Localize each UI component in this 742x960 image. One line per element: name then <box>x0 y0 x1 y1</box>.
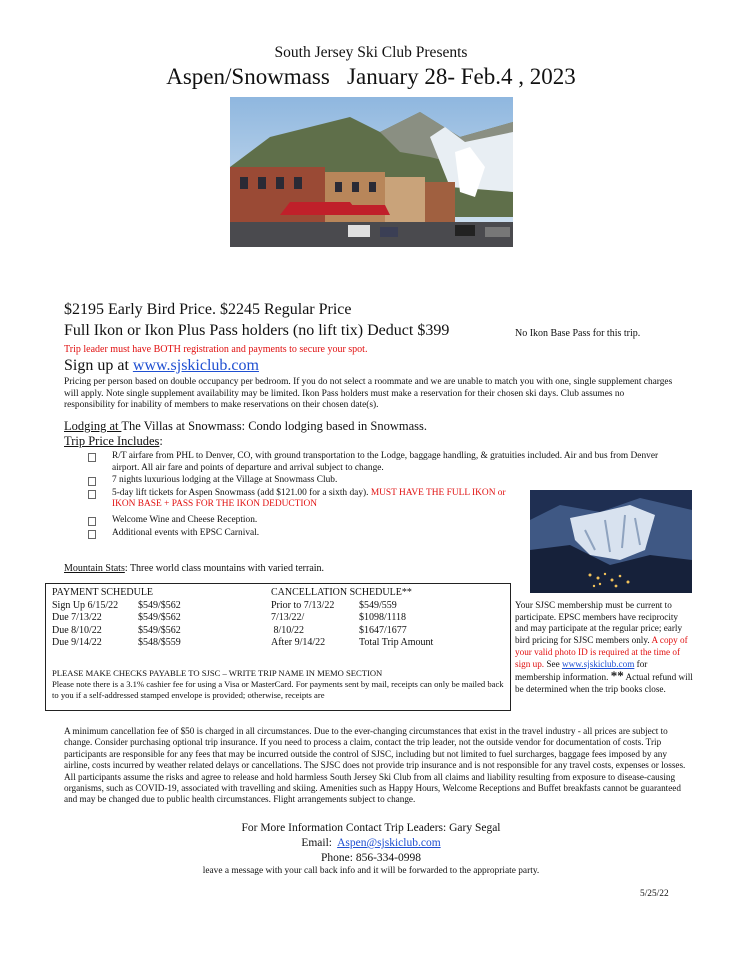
membership-note: Your SJSC membership must be current to participate. EPSC members have reciprocity and may participate at the regular price; early bird pricing for SJSC members only. A copy of your valid photo ID is required at the time of sign up. See www.sjskiclub.com for membership information. ** Actual refund will be determined when the trip books close. <box>515 600 693 694</box>
membership-link[interactable]: www.sjskiclub.com <box>561 658 635 669</box>
checkbox-icon <box>88 517 96 526</box>
contact-line: For More Information Contact Trip Leaders: Gary Segal <box>241 822 501 834</box>
list-item: R/T airfare from PHL to Denver, CO, with ground transportation to the Lodge, baggage handling, & gratuities included. Air and bus from Denver airport. All air fare and points of departure and arrival subject to change. <box>84 451 676 474</box>
table-row: Due 7/13/22 $549/$562 <box>52 612 181 624</box>
lodging-line <box>64 419 427 434</box>
snowmass-night-photo <box>530 490 692 593</box>
contact-phone: Phone: 856-334-0998 <box>321 852 421 864</box>
presents-line: South Jersey Ski Club Presents <box>274 44 468 61</box>
signup-label: Sign up at <box>64 357 133 374</box>
table-row: Due 9/14/22 $548/$559 <box>52 637 181 649</box>
checkbox-icon <box>88 453 96 462</box>
disclaimer: A minimum cancellation fee of $50 is charged in all circumstances. Due to the ever-changing circumstances that exist in the travel industry - all prices are subject to change. Consider purchasing optional trip insurance. If you need to process a claim, contact the trip leader, not the outside vendor for documentation of costs. Trip participants are responsible for any fees that may be incurred outside the control of SJSC, including but not limited to fuel surcharges, baggage fees imposed by any airline, costs incurred by weather related delays or cancellations. The SJSC does not provide trip insurance and is not responsible for any travel costs, expenses or losses. All participants assume the risks and agree to release and hold harmless South Jersey Ski Club from all claims and liability resulting from exposure to disease-causing organisms, such as COVID-19, associated with travelling and skiing. Amenities such as Happy Hours, Welcome Receptions and Buffet breakfasts cannot be guaranteed and may be changed due to public health circumstances. Flight arrangements subject to change. <box>64 726 686 805</box>
email-link[interactable]: Aspen@sjskiclub.com <box>337 837 441 849</box>
payment-title: PAYMENT SCHEDULE <box>52 587 154 598</box>
document-date: 5/25/22 <box>640 889 669 899</box>
checkbox-icon <box>88 530 96 539</box>
signup-link[interactable]: www.sjskiclub.com <box>132 357 259 374</box>
table-row: 8/10/22 $1647/1677 <box>271 624 407 636</box>
table-row: Sign Up 6/15/22 $549/$562 <box>52 599 181 611</box>
table-row: Prior to 7/13/22 $549/559 <box>271 599 397 611</box>
table-row: 7/13/22/ $1098/1118 <box>271 612 407 624</box>
includes-heading: Trip Price Includes: <box>64 434 163 448</box>
checkbox-icon <box>88 490 96 499</box>
contact-email: Email: Aspen@sjskiclub.com <box>301 837 441 849</box>
mountain-stats: Mountain Stats: Three world class mountains with varied terrain. <box>64 563 325 574</box>
aspen-town-photo <box>230 97 513 247</box>
cancellation-title: CANCELLATION SCHEDULE** <box>271 587 412 598</box>
pricing-note: Pricing per person based on double occupancy per bedroom. If you do not select a roommate and we are unable to match you with one, single supplement charges will apply. Note single supplement availability may be limited. Ikon Pass holders must make a reservation for their chosen ski days. Club assumes no responsibility for inability of members to make reservations on their chosen date(s). <box>64 377 673 411</box>
contact-message: leave a message with your call back info and it will be forwarded to the appropriate party. <box>202 866 540 876</box>
lodging-text: The Villas at Snowmass: Condo lodging based in Snowmass. <box>121 419 428 433</box>
no-ikon-note: No Ikon Base Pass for this trip. <box>515 328 641 339</box>
checkbox-icon <box>88 477 96 486</box>
cancellation-schedule <box>271 587 506 650</box>
trip-title: Aspen/Snowmass January 28- Feb.4 , 2023 <box>166 64 576 89</box>
lodging-label: Lodging at <box>64 419 122 433</box>
checks-note: PLEASE MAKE CHECKS PAYABLE TO SJSC – WRITE TRIP NAME IN MEMO SECTION Please note there is a 3.1% cashier fee for using a Visa or MasterCard. For payments sent by mail, receipts can only be mailed back to you if a self-addressed stamped envelope is provided; otherwise, receipts are <box>52 668 504 700</box>
payment-schedule <box>52 587 262 650</box>
list-item: 7 nights luxurious lodging at the Village at Snowmass Club. <box>84 475 676 487</box>
schedule-box <box>45 583 511 711</box>
table-row: Due 8/10/22 $549/$562 <box>52 624 181 636</box>
table-row: After 9/14/22 Total Trip Amount <box>271 637 434 649</box>
price-line-1: $2195 Early Bird Price. $2245 Regular Price <box>64 301 352 318</box>
list-item: 5-day lift tickets for Aspen Snowmass (add $121.00 for a sixth day). MUST HAVE THE FULL IKON or IKON BASE + PASS FOR THE IKON DEDUCTION <box>84 488 512 511</box>
price-line-2: Full Ikon or Ikon Plus Pass holders (no lift tix) Deduct $399 <box>64 322 450 339</box>
list-item: Additional events with EPSC Carnival. <box>84 528 676 540</box>
leader-note: Trip leader must have BOTH registration and payments to secure your spot. <box>64 344 368 355</box>
signup-line <box>64 357 259 375</box>
list-item: Welcome Wine and Cheese Reception. <box>84 515 676 527</box>
